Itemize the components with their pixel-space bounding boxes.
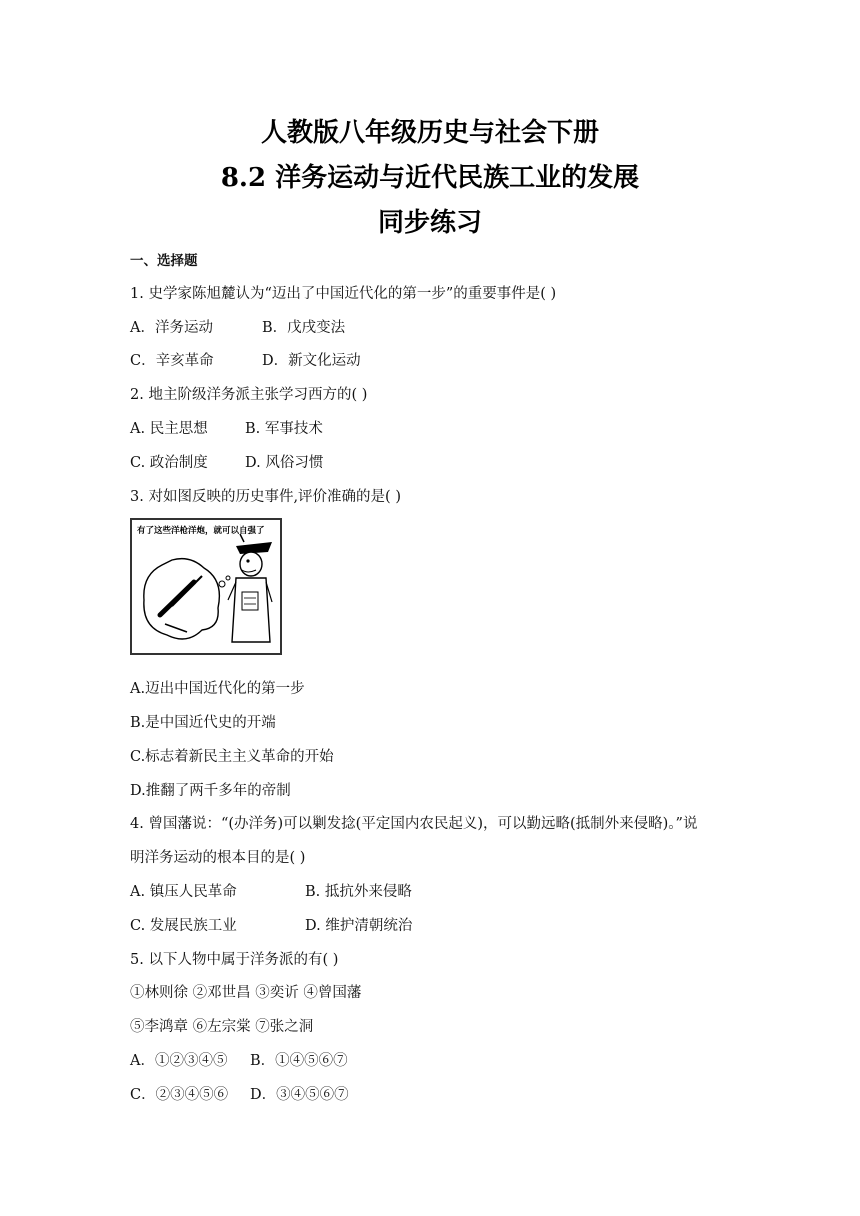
- question-3-option-d: D.推翻了两千多年的帝制: [130, 783, 291, 799]
- official-eye: [246, 559, 249, 562]
- question-5-option-b: B．①④⑤⑥⑦: [250, 1053, 348, 1069]
- question-3-option-a: A.迈出中国近代化的第一步: [130, 681, 305, 697]
- question-4-option-a: A. 镇压人民革命: [130, 884, 237, 900]
- question-2-option-c: C. 政治制度: [130, 455, 208, 471]
- question-1-option-d: D．新文化运动: [262, 353, 361, 369]
- question-5-option-c: C．②③④⑤⑥: [130, 1087, 229, 1103]
- question-2-option-a: A. 民主思想: [130, 421, 208, 437]
- question-5-option-a: A．①②③④⑤: [130, 1053, 228, 1069]
- question-1-stem: 1. 史学家陈旭麓认为“迈出了中国近代化的第一步”的重要事件是( ): [130, 286, 557, 302]
- question-2-option-d: D. 风俗习惯: [245, 455, 324, 471]
- question-3-option-b: B.是中国近代史的开端: [130, 715, 276, 731]
- question-1-option-a: A．洋务运动: [130, 320, 213, 336]
- question-5-items-line-1: ①林则徐 ②邓世昌 ③奕䜣 ④曾国藩: [130, 985, 362, 1001]
- section-heading: 一、选择题: [130, 253, 198, 269]
- doc-title-line-1: 人教版八年级历史与社会下册: [260, 118, 599, 148]
- doc-title-line-3: 同步练习: [377, 208, 482, 238]
- question-4-option-b: B. 抵抗外来侵略: [305, 884, 412, 900]
- question-4-stem-line-1: 4. 曾国藩说：“(办洋务)可以剿发捻(平定国内农民起义)，可以勤远略(抵制外来侵略)。”说: [130, 816, 698, 832]
- question-1-option-b: B．戊戌变法: [262, 320, 346, 336]
- question-2-option-b: B. 军事技术: [245, 421, 323, 437]
- question-2-stem: 2. 地主阶级洋务派主张学习西方的( ): [130, 387, 368, 403]
- question-3-stem: 3. 对如图反映的历史事件,评价准确的是( ): [130, 489, 401, 505]
- bubble-dot: [219, 581, 225, 587]
- bubble-dot: [226, 576, 230, 580]
- question-5-option-d: D．③④⑤⑥⑦: [250, 1087, 349, 1103]
- question-5-items-line-2: ⑤李鸿章 ⑥左宗棠 ⑦张之洞: [130, 1019, 314, 1035]
- cartoon-caption: 有了这些洋枪洋炮，就可以自强了: [137, 526, 265, 536]
- question-4-option-c: C. 发展民族工业: [130, 918, 237, 934]
- question-4-stem-line-2: 明洋务运动的根本目的是( ): [130, 850, 306, 866]
- question-4-option-d: D. 维护清朝统治: [305, 918, 413, 934]
- question-5-stem: 5. 以下人物中属于洋务派的有( ): [130, 952, 339, 968]
- question-3-option-c: C.标志着新民主主义革命的开始: [130, 749, 334, 765]
- thought-bubble: [144, 559, 220, 639]
- doc-title-line-2: 8.2 洋务运动与近代民族工业的发展: [220, 163, 640, 193]
- question-1-option-c: C．辛亥革命: [130, 353, 214, 369]
- robe-badge: [242, 592, 258, 610]
- question-3-cartoon-image: [130, 518, 282, 655]
- official-head: [240, 552, 262, 576]
